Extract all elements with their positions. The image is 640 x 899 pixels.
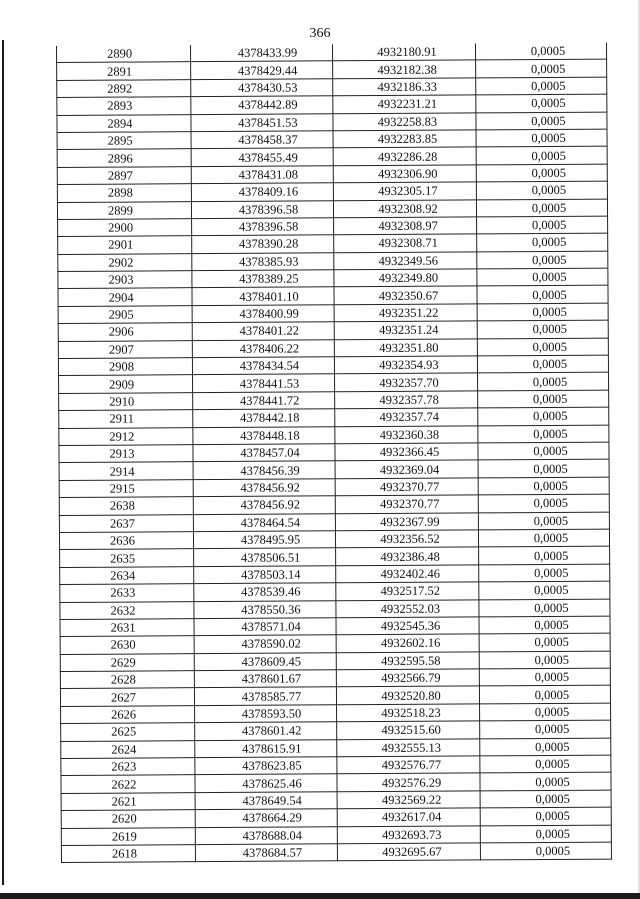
x-coordinate-cell: 4378464.54: [193, 513, 335, 531]
y-coordinate-cell: 4932576.29: [337, 773, 480, 791]
value-cell: 0,0005: [478, 390, 609, 408]
x-coordinate-cell: 4378503.14: [194, 566, 336, 584]
point-number-cell: 2626: [61, 706, 195, 724]
point-number-cell: 2891: [57, 62, 191, 80]
y-coordinate-cell: 4932308.92: [333, 199, 476, 217]
y-coordinate-cell: 4932555.13: [337, 739, 480, 757]
point-number-cell: 2628: [60, 671, 194, 689]
scan-edge-bottom: [0, 893, 640, 899]
x-coordinate-cell: 4378684.57: [195, 844, 337, 862]
x-coordinate-cell: 4378431.08: [191, 166, 333, 184]
y-coordinate-cell: 4932308.71: [334, 234, 477, 252]
y-coordinate-cell: 4932366.45: [335, 443, 478, 461]
x-coordinate-cell: 4378429.44: [191, 61, 333, 79]
y-coordinate-cell: 4932349.80: [334, 269, 477, 287]
y-coordinate-cell: 4932370.77: [335, 478, 478, 496]
y-coordinate-cell: 4932386.48: [336, 547, 479, 565]
point-number-cell: 2902: [58, 253, 192, 271]
x-coordinate-cell: 4378550.36: [194, 600, 336, 618]
y-coordinate-cell: 4932308.97: [334, 217, 477, 235]
table-body: [56, 43, 611, 863]
x-coordinate-cell: 4378495.95: [193, 531, 335, 549]
value-cell: 0,0005: [480, 703, 611, 721]
point-number-cell: 2908: [58, 358, 192, 376]
value-cell: 0,0005: [480, 825, 611, 843]
scan-edge-left: [2, 40, 4, 885]
value-cell: 0,0005: [477, 286, 608, 304]
value-cell: 0,0005: [480, 738, 611, 756]
point-number-cell: 2898: [57, 184, 191, 202]
value-cell: 0,0005: [477, 320, 608, 338]
y-coordinate-cell: 4932186.33: [333, 78, 476, 96]
x-coordinate-cell: 4378401.10: [192, 287, 334, 305]
x-coordinate-cell: 4378593.50: [195, 705, 337, 723]
x-coordinate-cell: 4378448.18: [193, 426, 335, 444]
point-number-cell: 2631: [60, 619, 194, 637]
point-number-cell: 2913: [59, 445, 193, 463]
point-number-cell: 2638: [59, 497, 193, 515]
x-coordinate-cell: 4378571.04: [194, 618, 336, 636]
coordinates-table: [56, 43, 612, 864]
value-cell: 0,0005: [479, 581, 610, 599]
y-coordinate-cell: 4932305.17: [333, 182, 476, 200]
point-number-cell: 2912: [59, 427, 193, 445]
x-coordinate-cell: 4378455.49: [191, 148, 333, 166]
value-cell: 0,0005: [478, 442, 609, 460]
y-coordinate-cell: 4932356.52: [335, 530, 478, 548]
x-coordinate-cell: 4378457.04: [193, 444, 335, 462]
point-number-cell: 2892: [57, 79, 191, 97]
point-number-cell: 2636: [59, 532, 193, 550]
x-coordinate-cell: 4378585.77: [194, 687, 336, 705]
table-row: [61, 842, 611, 863]
value-cell: 0,0005: [480, 842, 611, 860]
point-number-cell: 2625: [61, 723, 195, 741]
point-number-cell: 2620: [61, 810, 195, 828]
value-cell: 0,0005: [477, 338, 608, 356]
point-number-cell: 2893: [57, 97, 191, 115]
point-number-cell: 2904: [58, 288, 192, 306]
y-coordinate-cell: 4932515.60: [337, 721, 480, 739]
y-coordinate-cell: 4932402.46: [336, 565, 479, 583]
point-number-cell: 2635: [60, 549, 194, 567]
value-cell: 0,0005: [477, 233, 608, 251]
value-cell: 0,0005: [476, 164, 607, 182]
x-coordinate-cell: 4378390.28: [192, 235, 334, 253]
x-coordinate-cell: 4378601.42: [195, 722, 337, 740]
x-coordinate-cell: 4378539.46: [194, 583, 336, 601]
point-number-cell: 2899: [57, 201, 191, 219]
point-number-cell: 2915: [59, 479, 193, 497]
point-number-cell: 2901: [58, 236, 192, 254]
value-cell: 0,0005: [480, 755, 611, 773]
value-cell: 0,0005: [480, 807, 611, 825]
value-cell: 0,0005: [479, 686, 610, 704]
x-coordinate-cell: 4378649.54: [195, 792, 337, 810]
value-cell: 0,0005: [480, 790, 611, 808]
y-coordinate-cell: 4932576.77: [337, 756, 480, 774]
y-coordinate-cell: 4932351.22: [334, 304, 477, 322]
y-coordinate-cell: 4932351.24: [334, 321, 477, 339]
y-coordinate-cell: 4932350.67: [334, 286, 477, 304]
value-cell: 0,0005: [477, 216, 608, 234]
y-coordinate-cell: 4932569.22: [337, 791, 480, 809]
point-number-cell: 2903: [58, 271, 192, 289]
point-number-cell: 2634: [60, 566, 194, 584]
x-coordinate-cell: 4378456.92: [193, 479, 335, 497]
page-number: 366: [309, 26, 331, 41]
value-cell: 0,0005: [480, 773, 611, 791]
y-coordinate-cell: 4932349.56: [334, 252, 477, 270]
coordinates-table-wrapper: [56, 43, 612, 864]
value-cell: 0,0005: [478, 407, 609, 425]
point-number-cell: 2629: [60, 653, 194, 671]
point-number-cell: 2618: [61, 845, 195, 863]
y-coordinate-cell: 4932231.21: [333, 95, 476, 113]
x-coordinate-cell: 4378664.29: [195, 809, 337, 827]
x-coordinate-cell: 4378401.22: [192, 322, 334, 340]
y-coordinate-cell: 4932518.23: [337, 704, 480, 722]
point-number-cell: 2633: [60, 584, 194, 602]
y-coordinate-cell: 4932367.99: [335, 512, 478, 530]
point-number-cell: 2621: [61, 792, 195, 810]
point-number-cell: 2905: [58, 306, 192, 324]
value-cell: 0,0005: [476, 199, 607, 217]
value-cell: 0,0005: [478, 494, 609, 512]
value-cell: 0,0005: [479, 633, 610, 651]
y-coordinate-cell: 4932369.04: [335, 460, 478, 478]
y-coordinate-cell: 4932595.58: [336, 652, 479, 670]
x-coordinate-cell: 4378396.58: [191, 200, 333, 218]
x-coordinate-cell: 4378442.18: [193, 409, 335, 427]
y-coordinate-cell: 4932180.91: [332, 43, 475, 61]
y-coordinate-cell: 4932357.74: [335, 408, 478, 426]
point-number-cell: 2619: [61, 827, 195, 845]
x-coordinate-cell: 4378688.04: [195, 826, 337, 844]
x-coordinate-cell: 4378601.67: [194, 670, 336, 688]
y-coordinate-cell: 4932602.16: [336, 634, 479, 652]
y-coordinate-cell: 4932283.85: [333, 130, 476, 148]
point-number-cell: 2914: [59, 462, 193, 480]
value-cell: 0,0005: [476, 112, 607, 130]
y-coordinate-cell: 4932695.67: [337, 843, 480, 861]
value-cell: 0,0005: [478, 373, 609, 391]
value-cell: 0,0005: [478, 425, 609, 443]
x-coordinate-cell: 4378434.54: [192, 357, 334, 375]
point-number-cell: 2897: [57, 166, 191, 184]
x-coordinate-cell: 4378406.22: [192, 339, 334, 357]
point-number-cell: 2623: [61, 758, 195, 776]
y-coordinate-cell: 4932354.93: [334, 356, 477, 374]
point-number-cell: 2627: [60, 688, 194, 706]
value-cell: 0,0005: [478, 512, 609, 530]
y-coordinate-cell: 4932357.78: [335, 391, 478, 409]
value-cell: 0,0005: [477, 355, 608, 373]
y-coordinate-cell: 4932370.77: [335, 495, 478, 513]
point-number-cell: 2896: [57, 149, 191, 167]
value-cell: 0,0005: [476, 77, 607, 95]
x-coordinate-cell: 4378458.37: [191, 131, 333, 149]
value-cell: 0,0005: [478, 477, 609, 495]
value-cell: 0,0005: [475, 43, 606, 61]
y-coordinate-cell: 4932357.70: [335, 373, 478, 391]
value-cell: 0,0005: [479, 668, 610, 686]
value-cell: 0,0005: [479, 564, 610, 582]
value-cell: 0,0005: [479, 651, 610, 669]
value-cell: 0,0005: [478, 529, 609, 547]
x-coordinate-cell: 4378441.72: [193, 392, 335, 410]
x-coordinate-cell: 4378430.53: [191, 79, 333, 97]
x-coordinate-cell: 4378433.99: [190, 44, 332, 62]
point-number-cell: 2906: [58, 323, 192, 341]
value-cell: 0,0005: [480, 720, 611, 738]
value-cell: 0,0005: [477, 251, 608, 269]
y-coordinate-cell: 4932617.04: [337, 808, 480, 826]
point-number-cell: 2890: [56, 45, 190, 63]
value-cell: 0,0005: [479, 616, 610, 634]
point-number-cell: 2907: [58, 340, 192, 358]
value-cell: 0,0005: [479, 599, 610, 617]
x-coordinate-cell: 4378389.25: [192, 270, 334, 288]
y-coordinate-cell: 4932566.79: [336, 669, 479, 687]
point-number-cell: 2637: [59, 514, 193, 532]
point-number-cell: 2632: [60, 601, 194, 619]
value-cell: 0,0005: [476, 146, 607, 164]
x-coordinate-cell: 4378625.46: [195, 774, 337, 792]
point-number-cell: 2624: [61, 740, 195, 758]
value-cell: 0,0005: [478, 460, 609, 478]
value-cell: 0,0005: [476, 181, 607, 199]
x-coordinate-cell: 4378590.02: [194, 635, 336, 653]
x-coordinate-cell: 4378442.89: [191, 96, 333, 114]
y-coordinate-cell: 4932286.28: [333, 147, 476, 165]
y-coordinate-cell: 4932182.38: [333, 60, 476, 78]
x-coordinate-cell: 4378400.99: [192, 305, 334, 323]
x-coordinate-cell: 4378615.91: [195, 739, 337, 757]
x-coordinate-cell: 4378456.39: [193, 461, 335, 479]
point-number-cell: 2910: [59, 392, 193, 410]
point-number-cell: 2622: [61, 775, 195, 793]
y-coordinate-cell: 4932360.38: [335, 426, 478, 444]
value-cell: 0,0005: [477, 268, 608, 286]
point-number-cell: 2911: [59, 410, 193, 428]
x-coordinate-cell: 4378623.85: [195, 757, 337, 775]
x-coordinate-cell: 4378396.58: [192, 218, 334, 236]
x-coordinate-cell: 4378456.92: [193, 496, 335, 514]
y-coordinate-cell: 4932520.80: [336, 686, 479, 704]
y-coordinate-cell: 4932552.03: [336, 599, 479, 617]
x-coordinate-cell: 4378609.45: [194, 652, 336, 670]
x-coordinate-cell: 4378506.51: [194, 548, 336, 566]
x-coordinate-cell: 4378441.53: [193, 374, 335, 392]
point-number-cell: 2909: [59, 375, 193, 393]
point-number-cell: 2895: [57, 132, 191, 150]
point-number-cell: 2900: [58, 219, 192, 237]
y-coordinate-cell: 4932517.52: [336, 582, 479, 600]
value-cell: 0,0005: [476, 94, 607, 112]
y-coordinate-cell: 4932351.80: [334, 339, 477, 357]
value-cell: 0,0005: [476, 60, 607, 78]
y-coordinate-cell: 4932693.73: [337, 826, 480, 844]
value-cell: 0,0005: [479, 546, 610, 564]
value-cell: 0,0005: [476, 129, 607, 147]
x-coordinate-cell: 4378409.16: [191, 183, 333, 201]
x-coordinate-cell: 4378451.53: [191, 113, 333, 131]
y-coordinate-cell: 4932545.36: [336, 617, 479, 635]
value-cell: 0,0005: [477, 303, 608, 321]
point-number-cell: 2630: [60, 636, 194, 654]
point-number-cell: 2894: [57, 114, 191, 132]
x-coordinate-cell: 4378385.93: [192, 252, 334, 270]
y-coordinate-cell: 4932258.83: [333, 112, 476, 130]
y-coordinate-cell: 4932306.90: [333, 165, 476, 183]
